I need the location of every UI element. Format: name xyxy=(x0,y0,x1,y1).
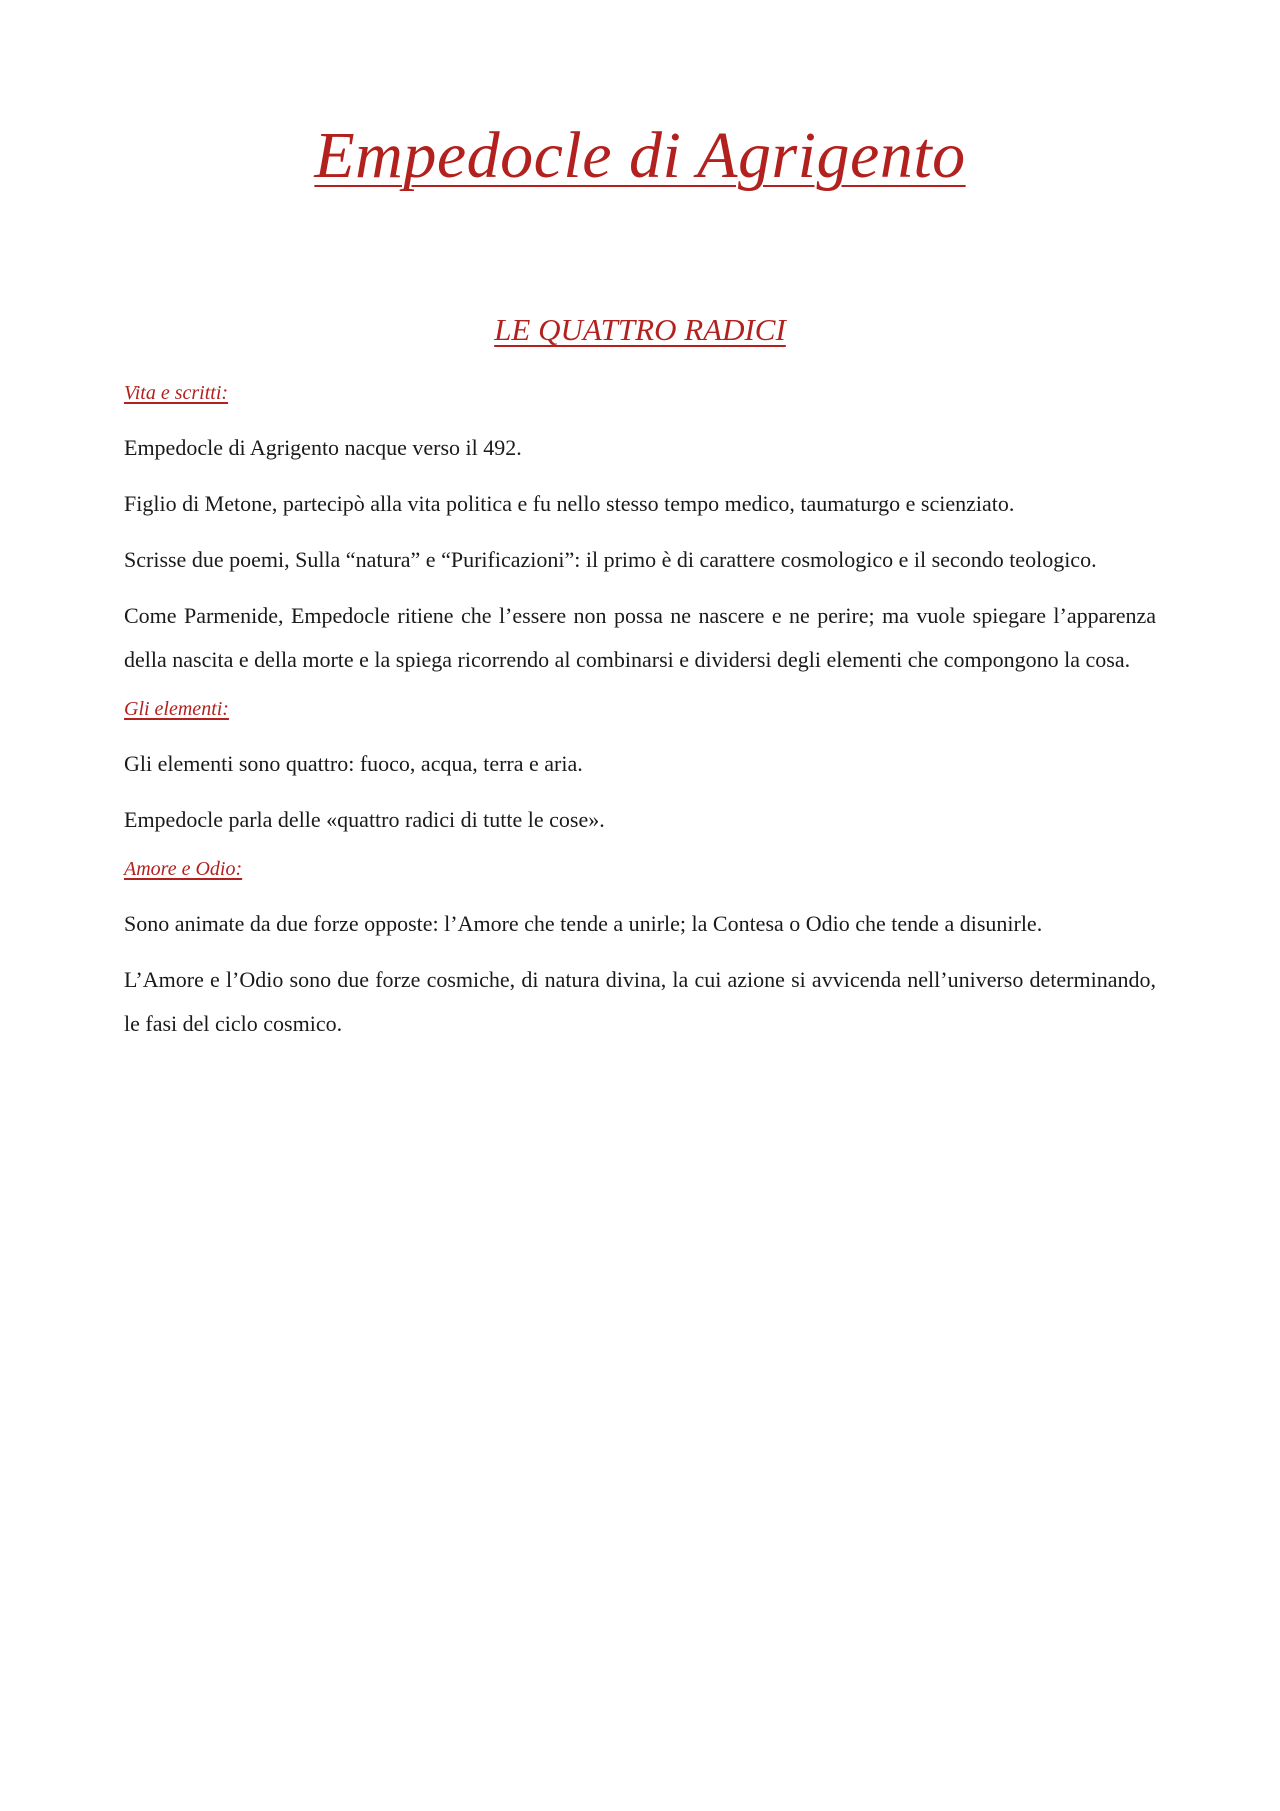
paragraph: Empedocle di Agrigento nacque verso il 492. xyxy=(124,435,522,460)
section-title: LE QUATTRO RADICI xyxy=(494,312,786,347)
subheading-gli-elementi: Gli elementi: xyxy=(124,698,229,720)
section-vita-e-scritti xyxy=(124,378,1156,682)
subheading-amore-e-odio: Amore e Odio: xyxy=(124,858,243,880)
paragraph: Come Parmenide, Empedocle ritiene che l’essere non possa ne nascere e ne perire; ma vuole spiegare l’apparenza della nascita e della morte e la spiega ricorrendo al combinarsi e dividersi degli elementi che compongono la cosa. xyxy=(124,603,1156,672)
document-body xyxy=(124,378,1156,1058)
section-gli-elementi xyxy=(124,694,1156,842)
paragraph: Gli elementi sono quattro: fuoco, acqua, terra e aria. xyxy=(124,751,583,776)
document-title: Empedocle di Agrigento xyxy=(314,119,966,192)
paragraph: Empedocle parla delle «quattro radici di tutte le cose». xyxy=(124,807,605,832)
paragraph: Scrisse due poemi, Sulla “natura” e “Purificazioni”: il primo è di carattere cosmologico e il secondo teologico. xyxy=(124,547,1097,572)
paragraph: L’Amore e l’Odio sono due forze cosmiche, di natura divina, la cui azione si avvicenda nell’universo determinando, le fasi del ciclo cosmico. xyxy=(124,967,1156,1036)
subheading-vita-e-scritti: Vita e scritti: xyxy=(124,382,229,404)
paragraph: Figlio di Metone, partecipò alla vita politica e fu nello stesso tempo medico, taumaturgo e scienziato. xyxy=(124,491,1015,516)
section-amore-e-odio xyxy=(124,854,1156,1046)
paragraph: Sono animate da due forze opposte: l’Amore che tende a unirle; la Contesa o Odio che tende a disunirle. xyxy=(124,911,1043,936)
